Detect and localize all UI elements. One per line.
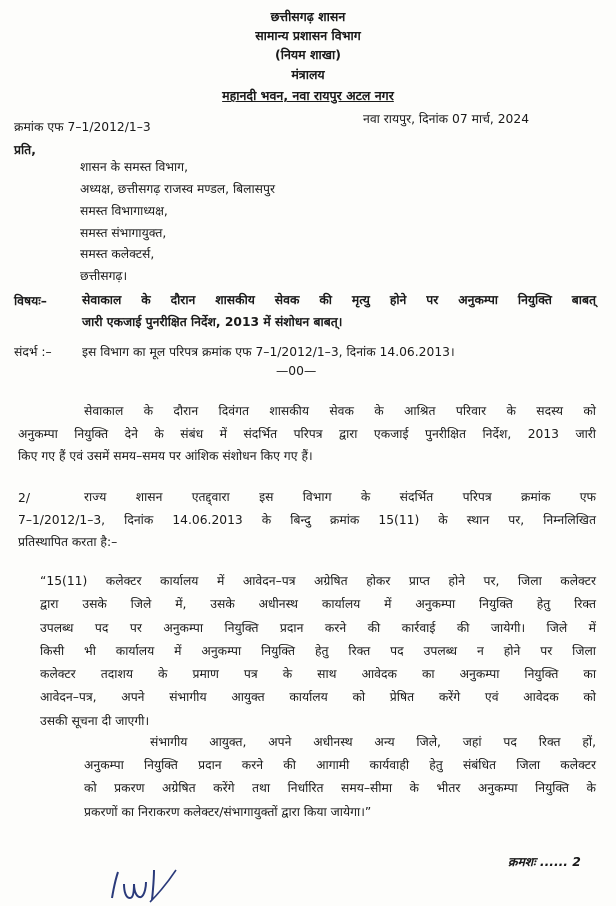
paragraph-2	[18, 486, 596, 554]
quote-line: आवेदन–पत्र, अपने संभागीय आयुक्त कार्यालय को प्रेषित करेंगे एवं आवेदक को	[40, 690, 596, 705]
quoted-clause-continued	[84, 731, 596, 754]
quote-line: उपलब्ध पद पर अनुकम्पा नियुक्ति प्रदान करने की कार्रवाई की जायेगी। जिले में	[40, 620, 596, 635]
header-department: सामान्य प्रशासन विभाग	[255, 28, 361, 43]
quote-line: संभागीय आयुक्त, अपने अधीनस्थ अन्य जिले, जहां पद रिक्त हों,	[150, 735, 596, 749]
paragraph-line: सेवाकाल के दौरान दिवंगत शासकीय सेवक के आश्रित परिवार के सदस्य को	[84, 404, 596, 418]
recipient-line: शासन के समस्त विभाग,	[80, 160, 188, 174]
paragraph-1	[18, 400, 596, 468]
header-govt: छत्तीसगढ़ शासन	[270, 9, 346, 24]
continued-marker: क्रमशः ...... 2	[508, 855, 581, 869]
to-label: प्रति,	[14, 143, 36, 157]
separator: —00—	[276, 364, 317, 378]
recipient-line: छत्तीसगढ़।	[80, 269, 128, 283]
header-address: महानदी भवन, नवा रायपुर अटल नगर	[222, 88, 394, 103]
paragraph-number: 2/	[18, 491, 30, 505]
subject-label: विषयः–	[14, 294, 47, 308]
quote-line: द्वारा उसके जिले में, उसके अधीनस्थ कार्यालय में अनुकम्पा नियुक्ति हेतु रिक्त	[40, 597, 596, 612]
quoted-clause	[40, 570, 596, 733]
reference-number: क्रमांक एफ 7–1/2012/1–3	[14, 120, 151, 134]
quote-line: किसी भी कार्यालय में अनुकम्पा नियुक्ति हेतु रिक्त पद उपलब्ध न होने पर जिला	[40, 643, 596, 658]
paragraph-line: 7–1/2012/1–3, दिनांक 14.06.2013 के बिन्दु क्रमांक 15(11) के स्थान पर, निम्नलिखित	[18, 512, 596, 527]
header-branch: (नियम शाखा)	[275, 47, 341, 62]
quote-line: अनुकम्पा नियुक्ति प्रदान करने की आगामी कार्यवाही हेतु संबंधित जिला कलेक्टर	[84, 758, 596, 772]
reference-label: संदर्भ :–	[14, 345, 52, 359]
place-date: नवा रायपुर, दिनांक 07 मार्च, 2024	[363, 112, 530, 126]
recipient-line: समस्त संभागायुक्त,	[80, 226, 167, 240]
quote-line: कलेक्टर तदाशय के प्रमाण पत्र के साथ आवेदक का अनुकम्पा नियुक्ति का	[40, 667, 596, 682]
reference-text: इस विभाग का मूल परिपत्र क्रमांक एफ 7–1/2012/1–3, दिनांक 14.06.2013।	[82, 345, 455, 359]
quote-line: उसकी सूचना दी जाएगी।	[40, 713, 150, 728]
paragraph-line: राज्य शासन एतद्द्वारा इस विभाग के संदर्भित परिपत्र क्रमांक एफ	[84, 490, 596, 504]
quoted-clause-continued-body	[84, 754, 596, 824]
paragraph-line: किए गए हैं एवं उसमें समय–समय पर आंशिक संशोधन किए गए हैं।	[18, 449, 313, 463]
quote-line: “15(11) कलेक्टर कार्यालय में आवेदन–पत्र अग्रेषित होकर प्राप्त होने पर, जिला कलेक्टर	[40, 574, 596, 588]
paragraph-line: प्रतिस्थापित करता है:–	[18, 535, 118, 549]
recipient-line: समस्त कलेक्टर्स,	[80, 247, 155, 261]
subject-line: जारी एकजाई पुनरीक्षित निर्देश, 2013 में संशोधन बाबत्।	[82, 315, 343, 329]
recipient-line: समस्त विभागाध्यक्ष,	[80, 204, 168, 218]
quote-line: को प्रकरण अग्रेषित करेंगे तथा निर्धारित समय–सीमा के भीतर अनुकम्पा नियुक्ति के	[84, 781, 596, 796]
header-ministry: मंत्रालय	[291, 67, 325, 82]
paragraph-line: अनुकम्पा नियुक्ति देने के संबंध में संदर्भित परिपत्र द्वारा एकजाई पुनरीक्षित निर्देश, 2013 जारी	[18, 426, 596, 441]
quote-line: प्रकरणों का निराकरण कलेक्टर/संभागायुक्तों द्वारा किया जायेगा।”	[84, 804, 372, 819]
subject-line: सेवाकाल के दौरान शासकीय सेवक की मृत्यु होने पर अनुकम्पा नियुक्ति बाबत्	[82, 293, 596, 307]
handwritten-mark	[104, 862, 184, 904]
recipient-line: अध्यक्ष, छत्तीसगढ़ राजस्व मण्डल, बिलासपुर	[80, 182, 276, 196]
